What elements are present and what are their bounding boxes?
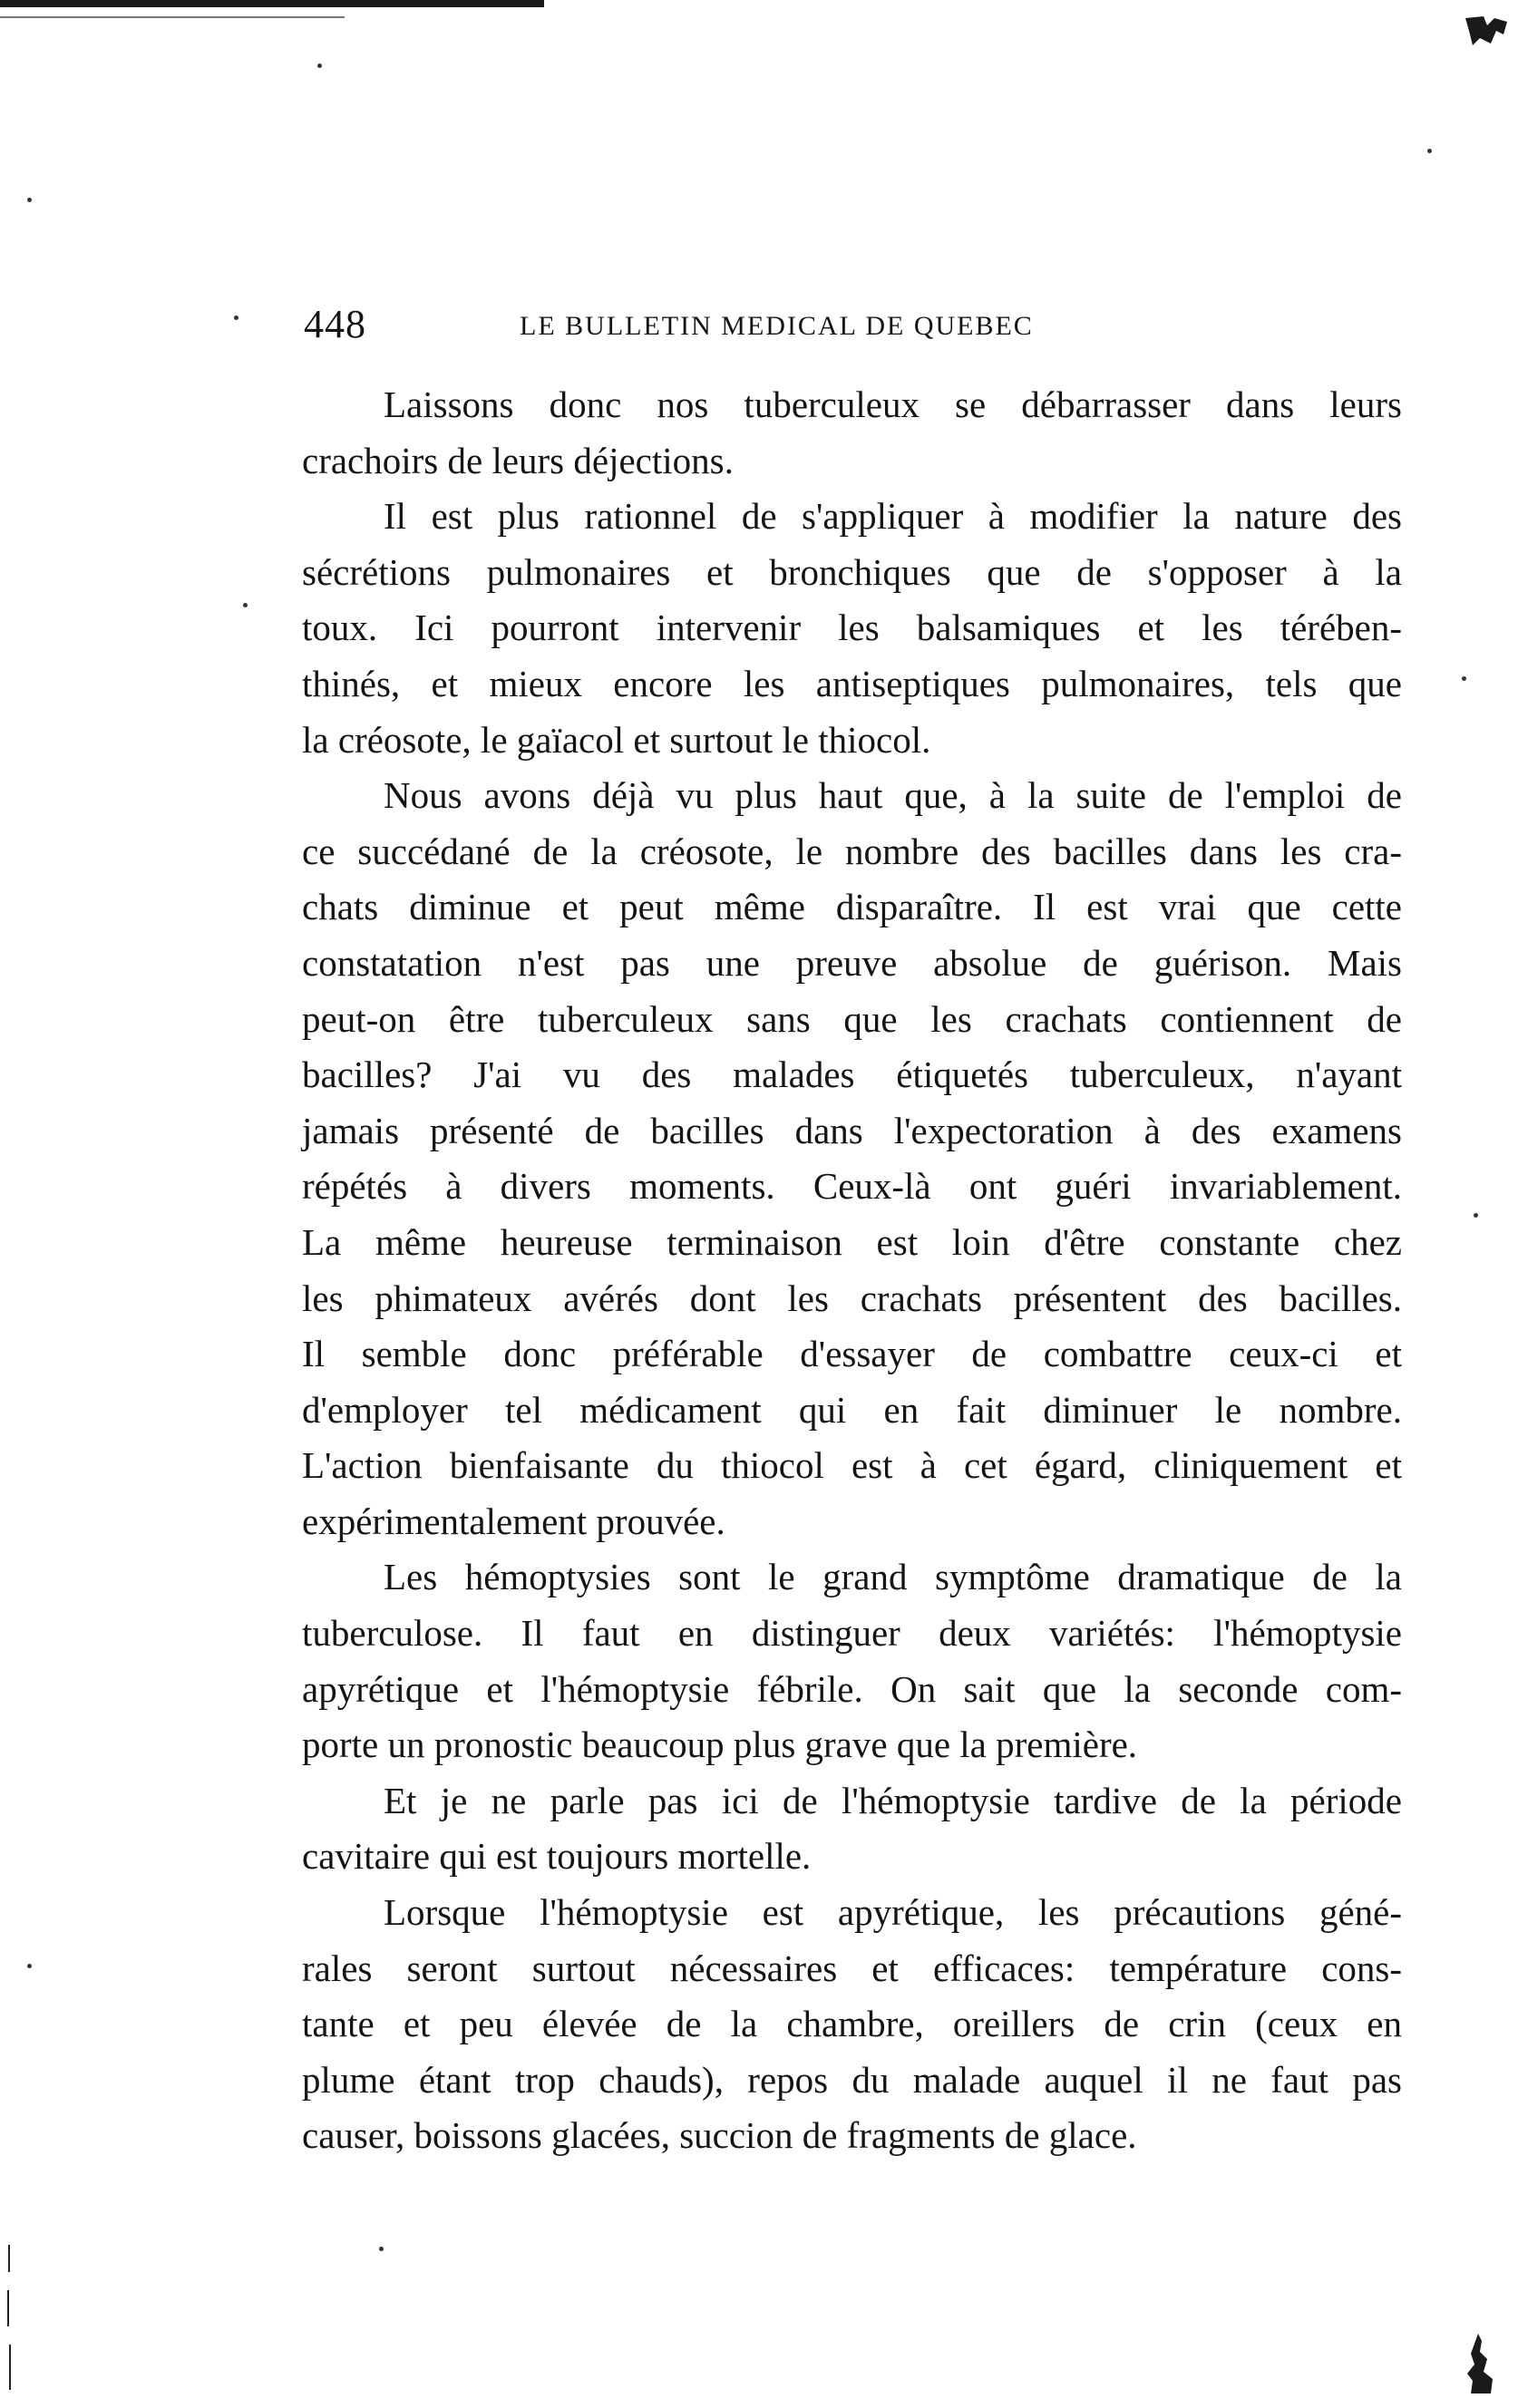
text-line: rales seront surtout nécessaires et efficaces: température cons- <box>302 1947 1402 1989</box>
scan-smudge-icon <box>1465 2332 1496 2395</box>
scan-edge-mark-icon <box>5 2245 15 2390</box>
text-line: Nous avons déjà vu plus haut que, à la suite de l'emploi de <box>384 774 1402 817</box>
scan-corner-mark-icon <box>1464 13 1509 49</box>
text-line: ce succédané de la créosote, le nombre des bacilles dans les cra- <box>302 830 1402 872</box>
text-line: Et je ne parle pas ici de l'hémoptysie tardive de la période <box>384 1779 1402 1821</box>
scan-speck <box>1427 149 1432 153</box>
text-line: bacilles? J'ai vu des malades étiquetés tuberculeux, n'ayant <box>302 1054 1402 1096</box>
text-line: expérimentalement prouvée. <box>302 1500 725 1542</box>
scan-speck <box>1462 676 1466 681</box>
text-line: La même heureuse terminaison est loin d'être constante chez <box>302 1220 1402 1263</box>
text-line: cavitaire qui est toujours mortelle. <box>302 1835 812 1878</box>
text-line: tante et peu élevée de la chambre, oreillers de crin (ceux en <box>302 2003 1402 2045</box>
text-line: sécrétions pulmonaires et bronchiques que de s'opposer à la <box>302 550 1402 593</box>
page-header <box>304 299 1211 350</box>
text-line: Il semble donc préférable d'essayer de combattre ceux-ci et <box>302 1333 1402 1375</box>
page-number: 448 <box>304 302 366 346</box>
body-text <box>302 377 1402 2164</box>
text-line: jamais présenté de bacilles dans l'expectoration à des examens <box>302 1109 1402 1151</box>
scan-speck <box>1474 1213 1478 1218</box>
text-line: thinés, et mieux encore les antiseptiques pulmonaires, tels que <box>302 662 1402 704</box>
text-line: causer, boissons glacées, succion de fragments de glace. <box>302 2114 1137 2157</box>
scan-speck <box>379 2247 384 2251</box>
text-line: plume étant trop chauds), repos du malade auquel il ne faut pas <box>302 2058 1402 2101</box>
text-line: crachoirs de leurs déjections. <box>302 439 734 481</box>
scan-top-rule <box>0 0 544 7</box>
text-line: apyrétique et l'hémoptysie fébrile. On sait que la seconde com- <box>302 1667 1402 1710</box>
text-line: Laissons donc nos tuberculeux se débarrasser dans leurs <box>384 384 1402 425</box>
scan-speck <box>234 316 238 320</box>
text-line: peut-on être tuberculeux sans que les crachats contiennent de <box>302 997 1402 1040</box>
scan-speck <box>243 603 248 607</box>
text-line: L'action bienfaisante du thiocol est à cet égard, cliniquement et <box>302 1444 1402 1487</box>
text-line: porte un pronostic beaucoup plus grave que la première. <box>302 1723 1138 1766</box>
text-line: tuberculose. Il faut en distinguer deux variétés: l'hémoptysie <box>302 1612 1402 1655</box>
running-title: LE BULLETIN MEDICAL DE QUEBEC <box>520 311 1034 341</box>
text-line: constatation n'est pas une preuve absolue de guérison. Mais <box>302 941 1402 984</box>
scan-top-rule-thin <box>0 16 345 18</box>
text-line: la créosote, le gaïacol et surtout le thiocol. <box>302 718 931 761</box>
text-line: répétés à divers moments. Ceux-là ont guéri invariablement. <box>302 1165 1402 1208</box>
scan-speck <box>27 198 32 202</box>
text-line: les phimateux avérés dont les crachats présentent des bacilles. <box>302 1277 1402 1319</box>
text-line: Les hémoptysies sont le grand symptôme dramatique de la <box>384 1556 1402 1598</box>
text-line: Il est plus rationnel de s'appliquer à modifier la nature des <box>384 495 1402 538</box>
text-line: Lorsque l'hémoptysie est apyrétique, les précautions géné- <box>384 1891 1402 1934</box>
scan-speck <box>317 63 322 68</box>
text-line: toux. Ici pourront intervenir les balsamiques et les térében- <box>302 607 1402 649</box>
scan-speck <box>27 1964 32 1968</box>
text-line: chats diminue et peut même disparaître. Il est vrai que cette <box>302 886 1402 928</box>
text-line: d'employer tel médicament qui en fait diminuer le nombre. <box>302 1388 1402 1431</box>
